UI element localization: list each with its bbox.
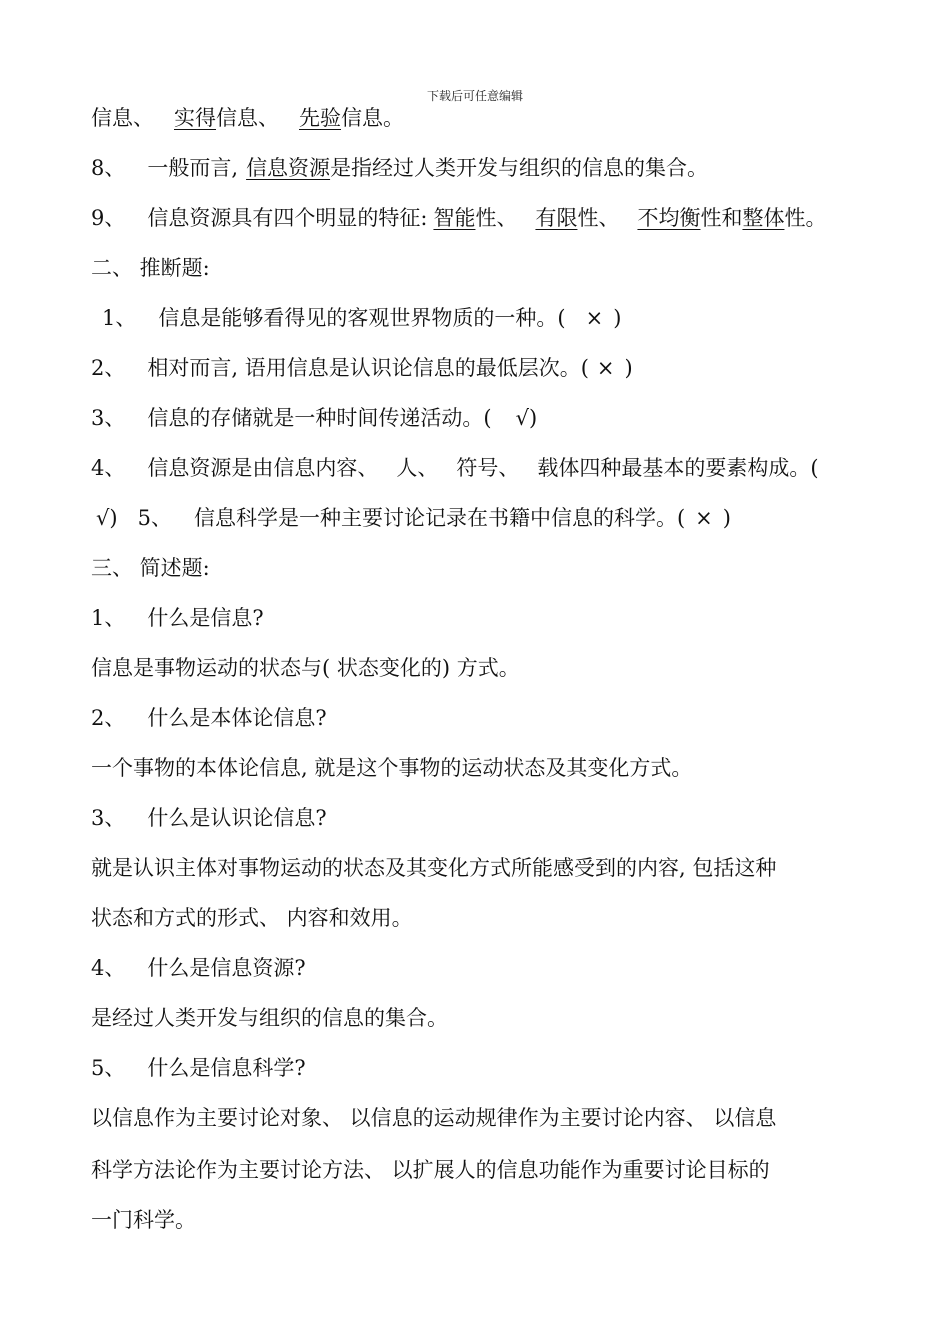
underlined-answer: 有限	[535, 206, 578, 230]
close-paren: )	[613, 306, 622, 330]
section-heading-short-answer: 三、 简述题:	[91, 556, 210, 580]
question-number: 3、	[91, 806, 126, 830]
short-question-5	[91, 1054, 306, 1082]
text-segment: 信息、	[216, 106, 279, 130]
judgement-item-3	[91, 404, 537, 432]
answer-text: 一个事物的本体论信息, 就是这个事物的运动状态及其变化方式。	[91, 756, 693, 780]
answer-text: 以信息作为主要讨论对象、 以信息的运动规律作为主要讨论内容、 以信息	[91, 1106, 777, 1130]
question-number: 5、	[137, 506, 172, 530]
underlined-answer: 实得	[174, 106, 216, 130]
text-segment: 符号、	[456, 456, 520, 480]
answer-text: 就是认识主体对事物运动的状态及其变化方式所能感受到的内容, 包括这种	[91, 856, 777, 880]
answer-text: 信息是事物运动的状态与( 状态变化的) 方式。	[91, 656, 520, 680]
statement: 信息的存储就是一种时间传递活动。(	[147, 406, 492, 430]
judgement-item-1	[102, 304, 621, 332]
question-number: 1、	[91, 606, 126, 630]
question-number: 5、	[91, 1056, 126, 1080]
statement: 相对而言, 语用信息是认识论信息的最低层次。(	[147, 356, 589, 380]
question-number: 8、	[91, 156, 126, 180]
text-segment: 性。	[784, 206, 827, 230]
text-segment: 性、	[475, 206, 518, 230]
question-number: 1、	[102, 306, 137, 330]
text-segment: 信息。	[341, 106, 404, 130]
question-text: 什么是认识论信息?	[147, 806, 327, 830]
judgement-item-2	[91, 354, 633, 382]
statement: 信息是能够看得见的客观世界物质的一种。(	[158, 306, 566, 330]
close-paren: )	[722, 506, 731, 530]
fill-in-answer-line-7	[91, 104, 404, 132]
underlined-answer: 先验	[299, 106, 341, 130]
underlined-answer: 信息资源	[246, 156, 331, 180]
short-question-4	[91, 954, 306, 982]
question-number: 2、	[91, 706, 126, 730]
section-heading-judgement: 二、 推断题:	[91, 256, 210, 280]
answer-mark: ×	[596, 356, 615, 380]
question-number: 9、	[91, 206, 126, 230]
text-segment: 载体四种最基本的要素构成。(	[537, 456, 819, 480]
fill-in-question-9	[91, 204, 826, 232]
question-number: 4、	[91, 456, 126, 480]
underlined-answer: 智能	[433, 206, 476, 230]
text-segment: 信息、	[91, 106, 154, 130]
answer-text: 科学方法论作为主要讨论方法、 以扩展人的信息功能作为重要讨论目标的	[91, 1158, 770, 1182]
close-paren: )	[528, 406, 538, 430]
answer-mark: ×	[695, 506, 713, 530]
page-header: 下载后可任意编辑	[426, 89, 523, 103]
answer-mark: √	[96, 506, 110, 530]
question-number: 4、	[91, 956, 126, 980]
answer-text: 是经过人类开发与组织的信息的集合。	[91, 1006, 448, 1030]
answer-mark: ×	[585, 306, 604, 330]
short-question-2	[91, 704, 327, 732]
text-segment: 是指经过人类开发与组织的信息的集合。	[330, 156, 709, 180]
answer-text: 状态和方式的形式、 内容和效用。	[91, 906, 413, 930]
question-number: 2、	[91, 356, 126, 380]
question-number: 3、	[91, 406, 126, 430]
question-text: 什么是信息?	[147, 606, 264, 630]
text-segment: 一般而言,	[147, 156, 239, 180]
short-question-3	[91, 804, 327, 832]
close-paren: )	[109, 506, 118, 530]
close-paren: )	[624, 356, 633, 380]
text-segment: 人、	[396, 456, 439, 480]
judgement-item-4	[91, 454, 819, 482]
text-segment: 性、	[577, 206, 620, 230]
judgement-item-5	[96, 504, 731, 532]
answer-mark: √	[515, 406, 529, 430]
fill-in-question-8	[91, 154, 708, 182]
short-question-1	[91, 604, 264, 632]
underlined-answer: 整体	[742, 206, 785, 230]
question-text: 什么是信息资源?	[147, 956, 306, 980]
question-text: 什么是本体论信息?	[147, 706, 327, 730]
text-segment: 信息资源具有四个明显的特征:	[147, 206, 428, 230]
statement: 信息科学是一种主要讨论记录在书籍中信息的科学。(	[193, 506, 686, 530]
statement: 信息资源是由信息内容、	[147, 456, 379, 480]
underlined-answer: 不均衡	[637, 206, 701, 230]
answer-text: 一门科学。	[91, 1208, 196, 1232]
text-segment: 性和	[700, 206, 743, 230]
question-text: 什么是信息科学?	[147, 1056, 306, 1080]
